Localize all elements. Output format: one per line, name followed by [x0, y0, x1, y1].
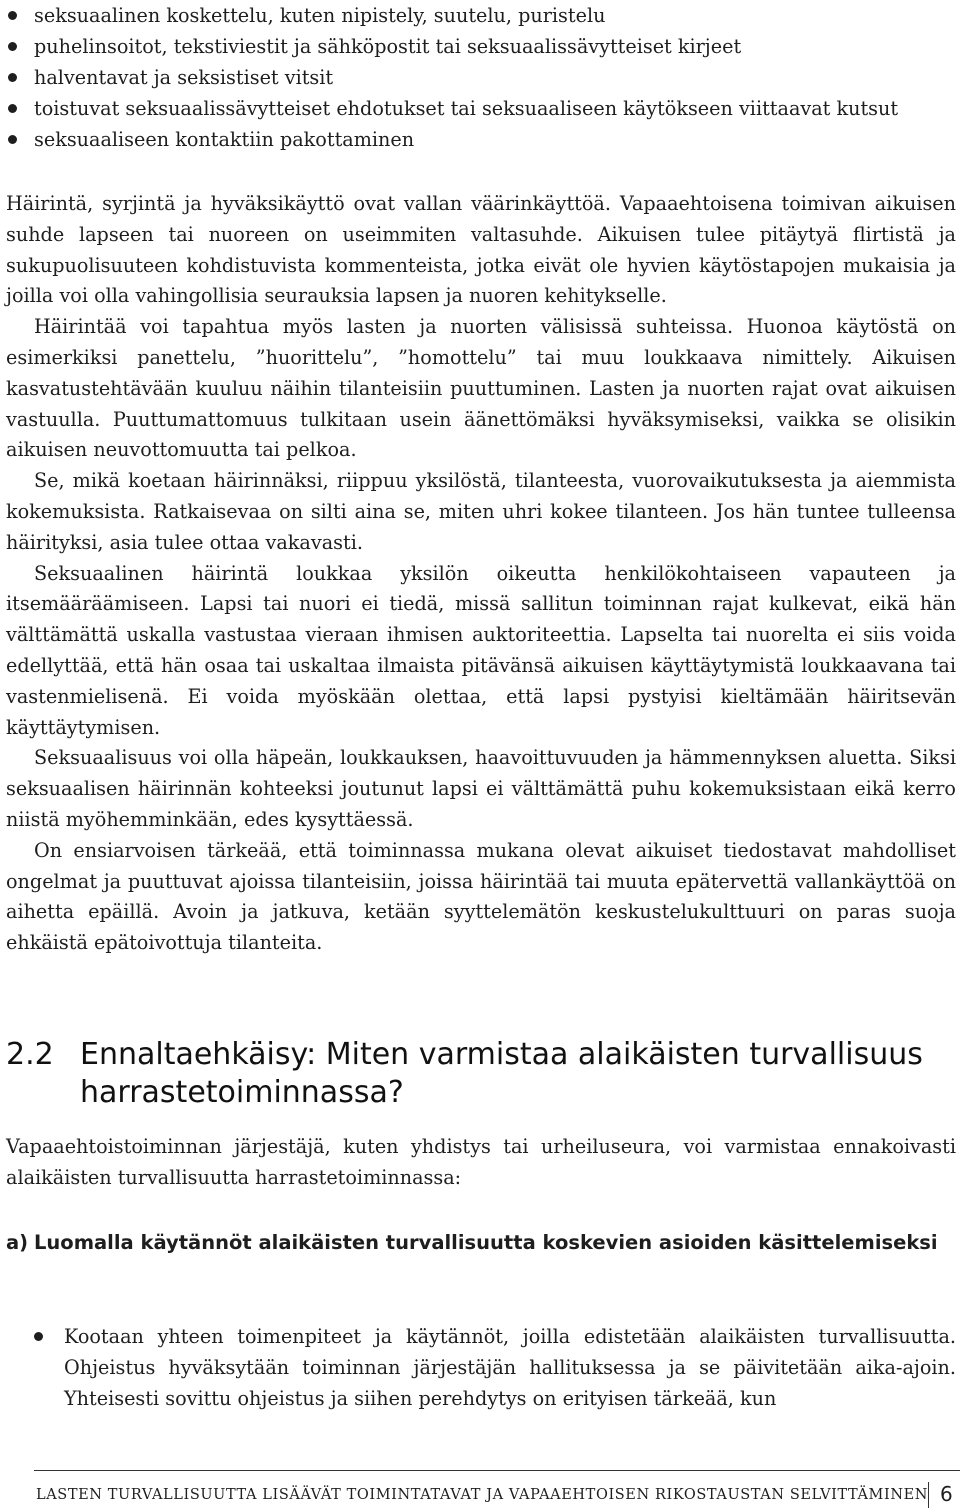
bullet-list	[0, 0, 960, 155]
body-text	[6, 189, 956, 959]
paragraph: Seksuaalinen häirintä loukkaa yksilön oikeutta henkilökohtaiseen vapauteen ja itsemääräämiseen. Lapsi tai nuori ei tiedä, missä sallitun toiminnan rajat kulkevat, eikä hän välttämättä uskalla vastustaa vieraan ihmisen auktoriteettia. Lapselta tai nuorelta ei siis voida edellyttää, että hän osaa tai uskaltaa ilmaista pitävänsä aikuisen käyttäytymistä loukkaavana tai vastenmielisenä. Ei voida myöskään olettaa, että lapsi pystyisi kieltämään häiritsevän käyttäytymisen.	[6, 561, 956, 739]
list-item: toistuvat seksuaalissävytteiset ehdotukset tai seksuaaliseen käytökseen viittaavat kutsut	[0, 93, 960, 124]
subsection-heading	[6, 1227, 956, 1259]
bullet-icon	[8, 42, 17, 51]
section-heading	[6, 1036, 956, 1112]
bullet-icon	[8, 135, 17, 144]
footer-title: LASTEN TURVALLISUUTTA LISÄÄVÄT TOIMINTATAVAT JA VAPAAEHTOISEN RIKOSTAUSTAN SELVITTÄMINEN	[36, 1487, 929, 1503]
sub-bullet-list	[6, 1321, 956, 1414]
subsection-letter: a)	[6, 1231, 29, 1254]
paragraph: Seksuaalisuus voi olla häpeän, loukkauksen, haavoittuvuuden ja hämmennyksen aluetta. Siksi seksuaalisen häirinnän kohteeksi joutunut lapsi ei välttämättä puhu kokemuksistaan eikä kerro niistä myöhemminkään, edes kysyttäessä.	[6, 746, 956, 831]
section-intro: Vapaaehtoistoiminnan järjestäjä, kuten yhdistys tai urheiluseura, voi varmistaa ennakoivasti alaikäisten turvallisuutta harrastetoiminnassa:	[6, 1135, 956, 1189]
footer-rule	[34, 1470, 960, 1471]
paragraph: Häirintä, syrjintä ja hyväksikäyttö ovat vallan väärinkäyttöä. Vapaaehtoisena toimivan aikuisen suhde lapseen tai nuoreen on useimmiten valtasuhde. Aikuisen tulee pitäytyä flirtistä ja sukupuolisuuteen kohdistuvista kommenteista, jotka eivät ole hyvien käytöstapojen mukaisia ja joilla voi olla vahingollisia seurauksia lapsen ja nuoren kehitykselle.	[6, 192, 956, 308]
list-item: Kootaan yhteen toimenpiteet ja käytännöt, joilla edistetään alaikäisten turvallisuutta. Ohjeistus hyväksytään toiminnan järjestäjän hallituksessa ja se päivitetään aika-ajoin. Yhteisesti sovittu ohjeistus ja siihen perehdytys on erityisen tärkeää, kun	[6, 1321, 956, 1414]
paragraph: Häirintää voi tapahtua myös lasten ja nuorten välisissä suhteissa. Huonoa käytöstä on esimerkiksi panettelu, ”huorittelu”, ”homottelu” tai muu loukkaava nimittely. Aikuisen kasvatustehtävään kuuluu näihin tilanteisiin puuttuminen. Lasten ja nuorten rajat ovat aikuisen vastuulla. Puuttumattomuus tulkitaan usein äänettömäksi hyväksymiseksi, vaikka se olisikin aikuisen neuvottomuutta tai pelkoa.	[6, 315, 956, 462]
page-footer	[0, 1470, 960, 1508]
bullet-icon	[8, 73, 17, 82]
bullet-icon	[8, 104, 17, 113]
list-item: seksuaaliseen kontaktiin pakottaminen	[0, 124, 960, 155]
list-item: puhelinsoitot, tekstiviestit ja sähköpostit tai seksuaalissävytteiset kirjeet	[0, 31, 960, 62]
paragraph: Se, mikä koetaan häirinnäksi, riippuu yksilöstä, tilanteesta, vuorovaikutuksesta ja aiemmista kokemuksista. Ratkaisevaa on silti aina se, miten uhri kokee tilanteen. Jos hän tuntee tulleensa häirityksi, asia tulee ottaa vakavasti.	[6, 469, 956, 554]
list-item: seksuaalinen koskettelu, kuten nipistely, suutelu, puristelu	[0, 0, 960, 31]
subsection-title: Luomalla käytännöt alaikäisten turvallisuutta koskevien asioiden käsittelemiseksi	[34, 1231, 938, 1254]
section-title: Ennaltaehkäisy: Miten varmistaa alaikäisten turvallisuus harrastetoiminnassa?	[80, 1037, 923, 1110]
page-number: 6	[940, 1482, 953, 1506]
paragraph: On ensiarvoisen tärkeää, että toiminnassa mukana olevat aikuiset tiedostavat mahdolliset ongelmat ja puuttuvat ajoissa tilanteisiin, joissa häirintää tai muuta epätervettä vallankäyttöä on aihetta epäillä. Avoin ja jatkuva, ketään syyttelemätön keskustelukulttuuri on paras suoja ehkäistä epätoivottuja tilanteita.	[6, 838, 956, 955]
footer-separator	[928, 1482, 929, 1508]
bullet-icon	[8, 11, 17, 20]
list-item: halventavat ja seksistiset vitsit	[0, 62, 960, 93]
section-number: 2.2	[6, 1037, 54, 1072]
bullet-icon	[34, 1332, 43, 1341]
